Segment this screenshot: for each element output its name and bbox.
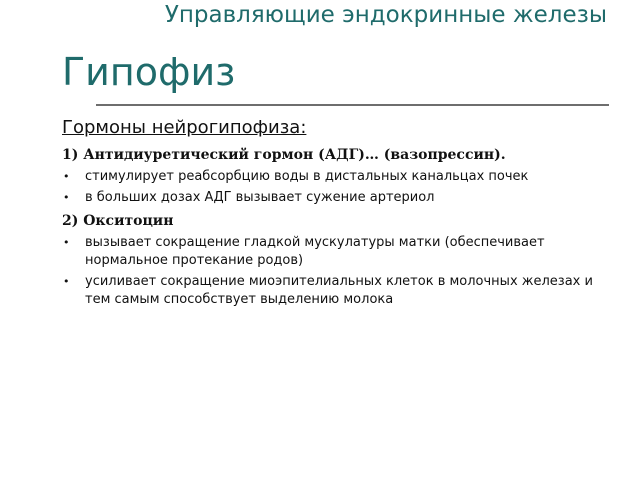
header-title: Управляющие эндокринные железы bbox=[164, 2, 607, 28]
slide-content bbox=[62, 115, 622, 312]
section-heading-oxytocin: 2) Окситоцин bbox=[62, 213, 174, 229]
list-item-text: стимулирует реабсорбцию воды в дистальных канальцах почек bbox=[85, 169, 529, 184]
bullet-list-adh bbox=[62, 168, 622, 207]
section-heading-adh: 1) Антидиуретический гормон (АДГ)… (вазопрессин). bbox=[62, 147, 506, 163]
list-item bbox=[62, 189, 622, 207]
list-item-text: в больших дозах АДГ вызывает сужение артериол bbox=[85, 190, 435, 205]
subheading: Гормоны нейрогипофиза: bbox=[62, 117, 307, 138]
list-item-text: вызывает сокращение гладкой мускулатуры матки (обеспечивает нормальное протекание родов) bbox=[85, 235, 545, 268]
bullet-list-oxytocin bbox=[62, 234, 622, 309]
slide-title: Гипофиз bbox=[62, 50, 236, 94]
title-divider bbox=[96, 104, 609, 106]
bullet-icon: • bbox=[63, 170, 70, 183]
bullet-icon: • bbox=[63, 191, 70, 204]
list-item bbox=[62, 273, 622, 309]
list-item bbox=[62, 168, 622, 186]
list-item bbox=[62, 234, 622, 270]
bullet-icon: • bbox=[63, 236, 70, 249]
list-item-text: усиливает сокращение миоэпителиальных клеток в молочных железах и тем самым способствует выделению молока bbox=[85, 274, 593, 307]
bullet-icon: • bbox=[63, 275, 70, 288]
